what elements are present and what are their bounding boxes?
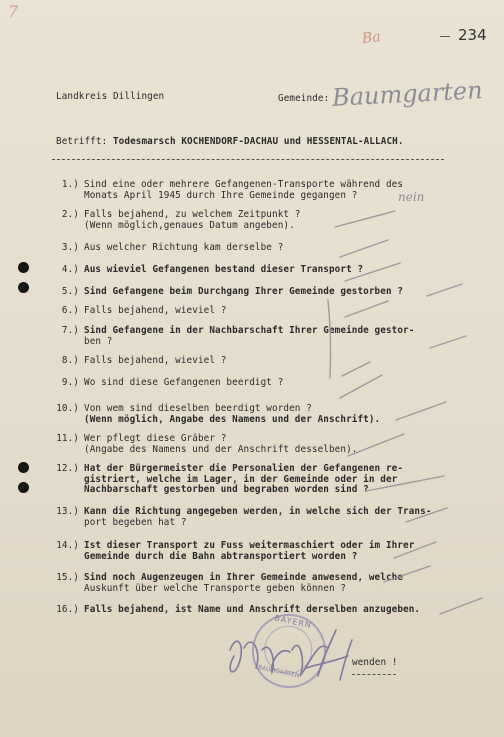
question-12-line-3: Nachbarschaft gestorben und begraben worden sind ?	[84, 484, 369, 495]
question-1-line-2: Monats April 1945 durch Ihre Gemeinde gegangen ?	[84, 189, 358, 201]
question-number: 3.)	[61, 242, 79, 253]
question-14-line-1: Ist dieser Transport zu Fuss weitermaschiert oder im Ihrer	[84, 540, 415, 551]
stamp-text-top: BAYERN	[273, 613, 313, 631]
question-16-line-1: Falls bejahend, ist Name und Anschrift derselben anzugeben.	[84, 604, 421, 615]
subject-label: Betrifft:	[56, 136, 108, 147]
question-5-line-1: Sind Gefangene beim Durchgang Ihrer Gemeinde gestorben ?	[84, 286, 404, 297]
question-13-line-2: port begeben hat ?	[84, 516, 187, 528]
question-14-line-2: Gemeinde durch die Bahn abtransportiert worden ?	[84, 550, 358, 562]
subject-text: Todesmarsch KOCHENDORF-DACHAU und HESSENTAL-ALLACH.	[112, 136, 404, 147]
landkreis-label: Landkreis Dillingen	[56, 91, 165, 102]
question-number: 16.)	[56, 604, 79, 615]
answer-1-handwritten: nein	[398, 190, 425, 204]
stamp-text-bottom: BAUMGARTEN	[257, 663, 300, 680]
question-number: 11.)	[56, 433, 79, 444]
question-9-line-1: Wo sind diese Gefangenen beerdigt ?	[84, 377, 284, 388]
question-6-line-1: Falls bejahend, wieviel ?	[84, 305, 227, 316]
question-7-line-2: ben ?	[84, 335, 113, 347]
question-15-line-2: Auskunft über welche Transporte geben können ?	[84, 582, 347, 594]
gemeinde-label: Gemeinde:	[278, 93, 330, 104]
question-number: 7.)	[61, 325, 79, 336]
question-number: 5.)	[61, 286, 79, 297]
question-number: 14.)	[56, 540, 79, 551]
question-13-line-1: Kann die Richtung angegeben werden, in welche sich der Trans-	[84, 506, 432, 517]
question-4-line-1: Aus wieviel Gefangenen bestand dieser Transport ?	[84, 264, 364, 275]
question-number: 6.)	[61, 305, 79, 316]
margin-mark: 7	[8, 2, 19, 21]
question-11-line-2: (Angabe des Namens und der Anschrift desselben).	[84, 443, 358, 455]
question-8-line-1: Falls bejahend, wieviel ?	[84, 355, 227, 366]
question-11-line-1: Wer pflegt diese Gräber ?	[84, 433, 227, 444]
question-15-line-1: Sind noch Augenzeugen in Ihrer Gemeinde anwesend, welche	[84, 572, 404, 583]
question-10-line-2: (Wenn möglich, Angabe des Namens und der Anschrift).	[84, 413, 381, 425]
closing-underline	[352, 674, 396, 675]
question-number: 13.)	[56, 506, 79, 517]
question-number: 15.)	[56, 572, 79, 583]
question-10-line-1: Von wem sind dieselben beerdigt worden ?	[84, 403, 312, 414]
closing-text: wenden !	[352, 657, 398, 668]
question-number: 8.)	[61, 355, 79, 366]
gemeinde-handwritten-value: Baumgarten	[331, 76, 484, 112]
question-number: 4.)	[61, 264, 79, 275]
red-pencil-mark: Ba	[361, 29, 382, 47]
question-number: 9.)	[61, 377, 79, 388]
question-number: 1.)	[61, 179, 79, 190]
question-3-line-1: Aus welcher Richtung kam derselbe ?	[84, 242, 284, 253]
question-2-line-1: Falls bejahend, zu welchem Zeitpunkt ?	[84, 209, 301, 220]
question-number: 10.)	[56, 403, 79, 414]
page-number: 234	[458, 26, 487, 44]
question-12-line-2: gistriert, welche im Lager, in der Gemeinde oder in der	[84, 473, 398, 485]
question-number: 2.)	[61, 209, 79, 220]
question-2-line-2: (Wenn möglich,genaues Datum angeben).	[84, 219, 295, 231]
question-1-line-1: Sind eine oder mehrere Gefangenen-Transporte während des	[84, 179, 404, 190]
question-12-line-1: Hat der Bürgermeister die Personalien der Gefangenen re-	[84, 463, 404, 474]
question-7-line-1: Sind Gefangene in der Nachbarschaft Ihrer Gemeinde gestor-	[84, 325, 415, 336]
question-number: 12.)	[56, 463, 79, 474]
